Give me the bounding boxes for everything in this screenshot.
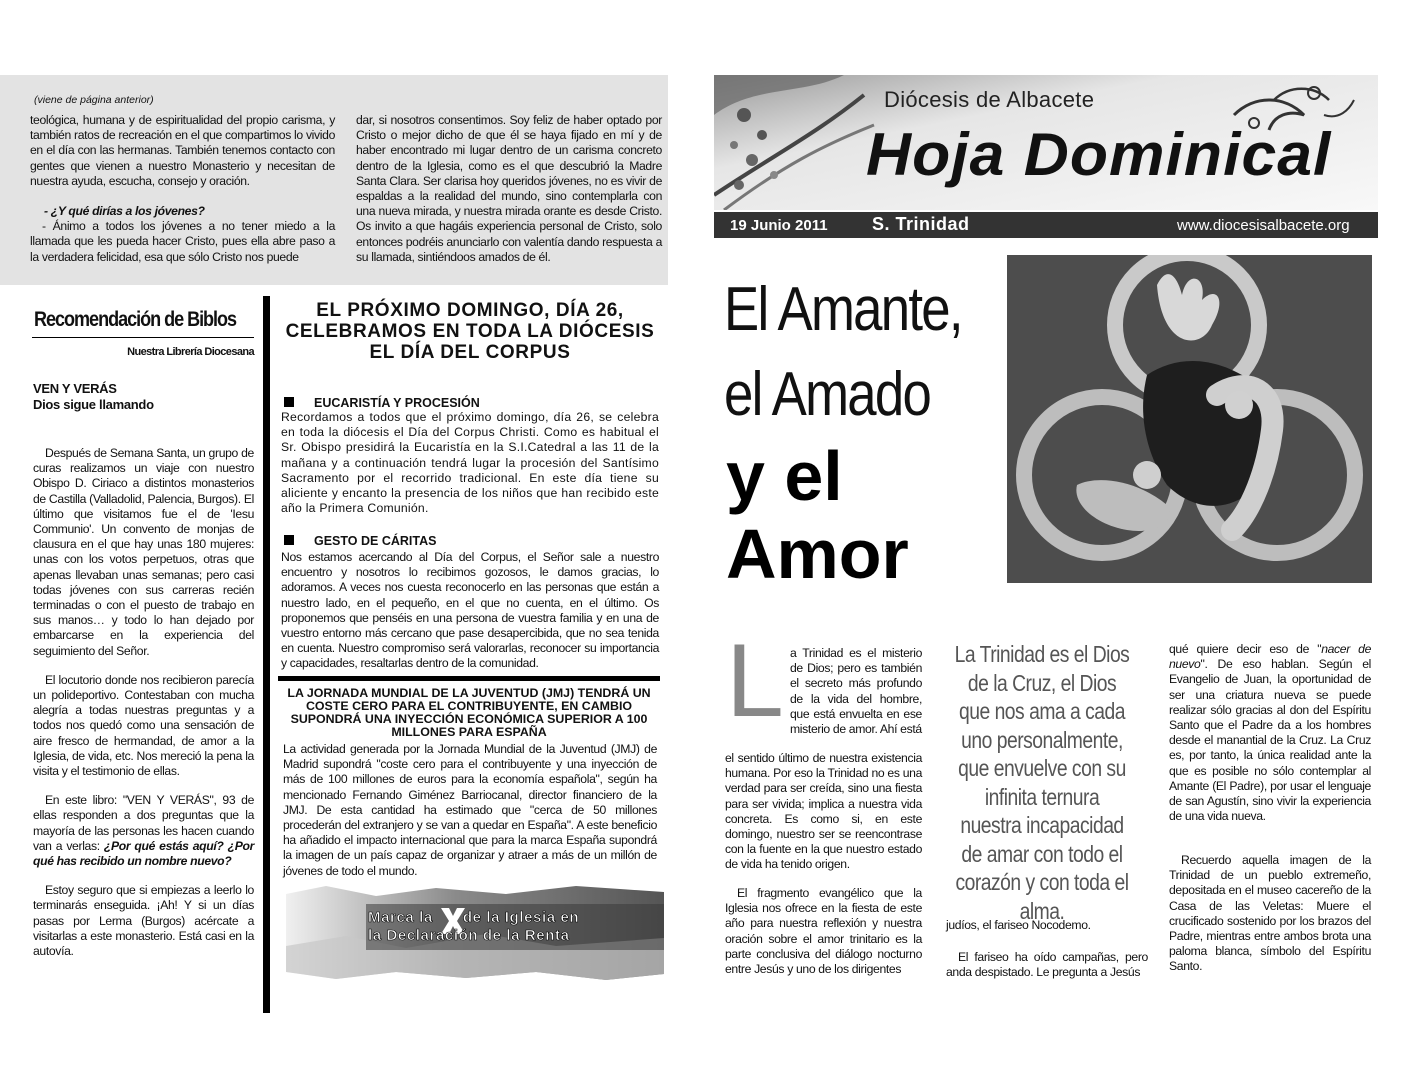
prev-col1-text: [30, 113, 335, 189]
section-heading-text: GESTO DE CÁRITAS: [314, 534, 437, 548]
headline-line-4: Amor: [726, 515, 909, 593]
col3-text-post: ". De eso hablan. Según el Evangelio de Juan, la oportunidad de ser una criatura nueva se puede realizar sólo gracias al don del Espíritu Santo que el Padre da a los hombres desde el manantial de la Cruz. La Cruz es, por tanto, la única realidad ante la que es posible no sólo contemplar al Amante (El Padre), por usar el lenguaje de san Agustín, sino vivir la experiencia de una vida nueva.: [1169, 657, 1371, 824]
article-col2-para: El fariseo ha oído campañas, pero anda despistado. Le pregunta a Jesús: [946, 950, 1148, 980]
prev-answer: - Ánimo a todos los jóvenes a no tener miedo a la llamada que les pueda hacer Cristo, pues ella abre paso a la verdadera felicidad, esa que sólo Cristo nos puede: [30, 219, 335, 264]
jmj-top-bar: [278, 676, 660, 681]
trinity-sculpture-image: [1007, 255, 1372, 583]
article-col2-line: judíos, el fariseo Nocodemo.: [946, 918, 1091, 932]
article-col1-para2: El fragmento evangélico que la Iglesia nos ofrece en la fiesta de este año para nuestra reflexión y nuestra oración sobre el amor trinitario es la parte conclusiva del diálogo nocturno entre Jesús y uno de los dirigentes: [725, 886, 922, 977]
vertical-divider: [263, 296, 270, 1013]
prev-column-2: dar, si nosotros consentimos. Soy feliz de haber optado por Cristo o mejor dicho de que él se haya fijado en mí y de haber encontrado mi lugar dentro de un carisma concreto dentro de la Iglesia, como es el que descubrió la Madre Santa Clara. Ser clarisa hoy queridos jóvenes, no es vivir de espaldas a la realidad del mundo, sino contemplarla con una nueva mirada, y nuestra mirada orante es desde Cristo. Os invito a que hagáis experiencia personal de Cristo, solo entonces podréis anunciarlo con valentía dando respuesta a su llamada, sintiéndoos amados de él.: [356, 113, 662, 264]
jmj-body: La actividad generada por la Jornada Mundial de la Juventud (JMJ) de Madrid supondrá "coste cero para el contribuyente y una inyección de más de 100 millones de euros para la economía española", según ha mencionado Fernando Giménez Barriocanal, director financiero de la JMJ. De esta cantidad ha estimado que "cerca de 50 millones procederán del extranjero y se van a quedar en España". A este beneficio ha añadido el impacto internacional que para la marca España supondrá la imagen de un país capaz de organizar y atraer a más de un millón de jóvenes de todo el mundo.: [283, 742, 657, 878]
banner-text-b: de la Iglesia en: [462, 909, 580, 926]
rec-paragraph: Estoy seguro que si empiezas a leerlo lo terminarás enseguida. ¡Ah! Y si un días pasas por Lerma (Burgos) acércate a visitarlas a este monasterio. Está casi en la autovía.: [33, 883, 254, 959]
section-body-eucaristia: Recordamos a todos que el próximo domingo, día 26, se celebra en toda la diócesis el Día del Corpus Christi. Como es habitual el Sr. Obispo presidirá la Eucaristía en la S.I.Catedral a las 11 de la mañana y a continuación tendrá lugar la procesión del Santísimo Sacramento por el recorrido tradicional. En este día tiene su aliciente y encanto la presencia de los niños que han recibido este año la Primera Comunión.: [281, 410, 659, 516]
book-title-sub: Dios sigue llamando: [33, 397, 154, 412]
recommendation-body: [33, 446, 254, 959]
banner-line-2: la Declaración de la Renta: [368, 927, 570, 944]
corpus-title: EL PRÓXIMO DOMINGO, DÍA 26, CELEBRAMOS EN TODA LA DIÓCESIS EL DÍA DEL CORPUS: [285, 300, 655, 363]
section-heading-caritas: [284, 534, 436, 548]
jmj-title: LA JORNADA MUNDIAL DE LA JUVENTUD (JMJ) TENDRÁ UN COSTE CERO PARA EL CONTRIBUYENTE, EN CAMBIO SUPONDRÁ UNA INYECCIÓN ECONÓMICA SUPERIOR A 100 MILLONES PARA ESPAÑA: [287, 686, 651, 739]
book-title-main: VEN Y VERÁS: [33, 381, 117, 396]
rec-paragraph: El locutorio donde nos recibieron parecía un polideportivo. Contestaban con mucha alegría a todas nuestras preguntas y a todos nos quedó como una sensación de aire fresco de hermandad, de amor a la Iglesia, de vida, etc. Nos mereció la pena la visita y el testimonio de ellas.: [33, 672, 254, 779]
prev-line: necesitan de nuestra ayuda, escucha, consejo y oración.: [30, 158, 335, 188]
section-body-caritas: Nos estamos acercando al Día del Corpus, el Señor sale a nuestro encuentro y nosotros lo recibimos gozosos, le damos gracias, lo adoramos. A veces nos cuesta reconocerlo en las personas que están a nuestro lado, en el pequeño, en el que no cuenta, en el último. Os proponemos que penséis en una persona de vuestra familia y en una de vuestro entorno más cercano que pase desapercibida, que no sea tenida en cuenta. Nuestro compromiso será valorarlas, reconocer su importancia y capacidades, resaltarlas dentro de la comunidad.: [281, 550, 659, 671]
bullet-square-icon: [284, 397, 294, 407]
banner-line-1: [368, 909, 579, 926]
recommendation-title: Recomendación de Biblos: [34, 308, 237, 331]
article-col1-top: a Trinidad es el misterio de Dios; pero es también el secreto más profundo de la vida del hombre, que está envuelta en ese misterio de amor. Ahí está: [790, 646, 922, 737]
col3-text-pre: qué quiere decir eso de ": [1169, 642, 1322, 656]
rec-p3-question: ¿Por qué estás aquí? ¿Por qué has recibido un nombre nuevo?: [33, 838, 254, 869]
prev-column-1: [30, 113, 335, 265]
headline-line-2: el Amado: [724, 360, 931, 429]
bullet-square-icon: [284, 535, 294, 545]
pull-quote: La Trinidad es el Dios de la Cruz, el Dios que nos ama a cada uno personalmente, que envuelve con su infinita ternura nuestra incapacidad de amar con todo el corazón y con toda el alma.: [954, 641, 1130, 924]
title-rule: [32, 337, 254, 338]
col3-emphasis: nacer de nuevo: [1169, 642, 1372, 672]
prev-line: teológica, humana y de espiritualidad del propio carisma,: [30, 113, 326, 127]
continued-note: (viene de página anterior): [34, 94, 154, 106]
diocese-name: Diócesis de Albacete: [884, 87, 1095, 112]
section-heading-eucaristia: [284, 396, 480, 410]
section-heading-text: EUCARISTÍA Y PROCESIÓN: [314, 396, 480, 410]
tax-declaration-banner: [286, 886, 664, 980]
prev-line: y también ratos de recreación en el que compartimos lo: [30, 113, 335, 143]
sculpture-graphic: [1007, 255, 1372, 583]
prev-line: contacto con gentes que vienen a nuestro Monasterio y: [30, 143, 335, 173]
headline-line-1: El Amante,: [724, 275, 962, 344]
banner-text-a: Marca la: [368, 909, 433, 926]
drop-cap: L: [726, 623, 784, 739]
issue-date: 19 Junio 2011: [730, 217, 828, 234]
publication-title: Hoja Dominical: [866, 121, 1332, 188]
rec-paragraph: Después de Semana Santa, un grupo de curas realizamos un viaje con nuestro Obispo D. Ciriaco a distintos monasterios de Castilla (Valladolid, Palencia, Burgos). El último que visitamos fue el de 'Iesu Communio'. Un convento de monjas de clausura en el que hay unas 180 mujeres: unas con los votos perpetuos, otras que apenas llevaban unas semanas; pero casi todas jóvenes con sus carreras recién terminadas o con el puesto de trabajo en sus manos… y todo lo han dejado por embarcarse en la experiencia del seguimiento del Señor.: [33, 446, 254, 658]
rec-paragraph: [33, 793, 254, 869]
recommendation-subtitle: Nuestra Librería Diocesana: [127, 346, 254, 358]
prev-line: vivido en el día con las hermanas. También tenemos: [30, 128, 335, 158]
prev-question: - ¿Y qué dirías a los jóvenes?: [44, 204, 205, 219]
feast-name: S. Trinidad: [872, 214, 970, 234]
rec-p3-text: En este libro: "VEN Y VERÁS", 93 de ellas responden a dos preguntas que la mayoría de las personas les hacen cuando van a verlas:: [33, 793, 254, 853]
headline-line-3: y el: [726, 437, 843, 515]
website-link[interactable]: www.diocesisalbacete.org: [1177, 217, 1350, 234]
book-title: [33, 381, 255, 413]
article-col3-para2: Recuerdo aquella imagen de la Trinidad de un pueblo extremeño, depositada en el museo cacereño de la Casa de las Veletas: Muere el crucificado sostenido por los brazos del Padre, mientras entre ambos brota una paloma blanca, símbolo del Espíritu Santo.: [1169, 853, 1371, 974]
article-col1-body: el sentido último de nuestra existencia humana. Por eso la Trinidad no es una verdad para ser creída, sino una fiesta para ser vivida; implica a nuestra vida concreta. Es como si, en este domingo, nuestro ser se reencontrase con la fuente en la que nuestro estado de vida ha tenido origen.: [725, 751, 922, 872]
article-col3: [1169, 642, 1371, 824]
